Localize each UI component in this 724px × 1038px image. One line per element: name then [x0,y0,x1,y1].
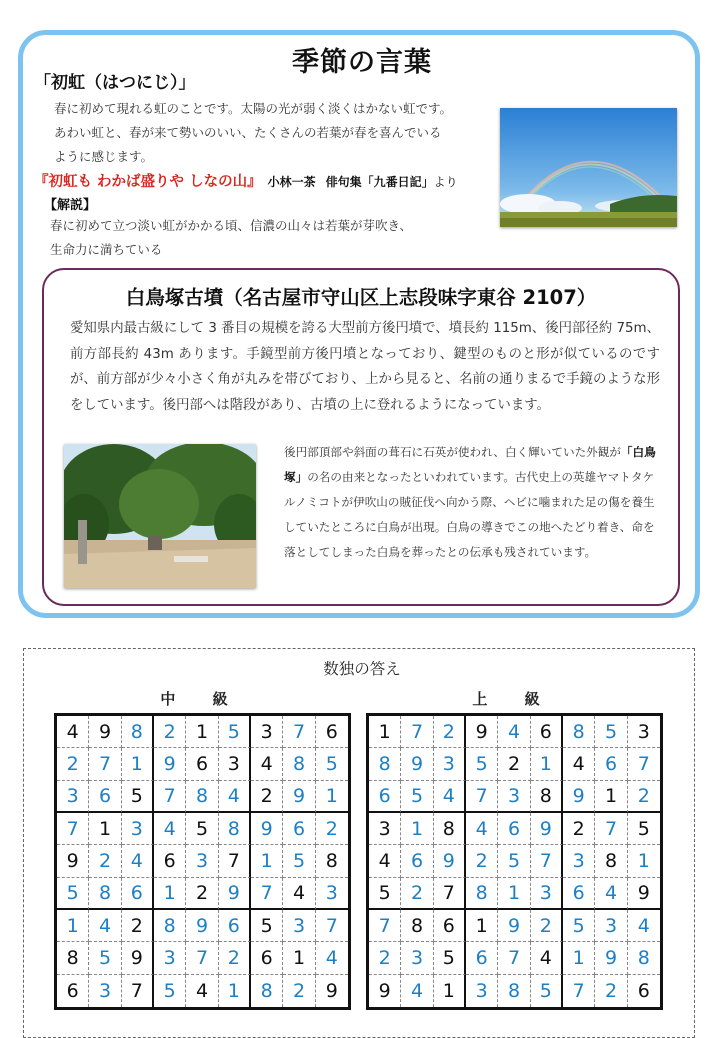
sudoku-cell: 7 [498,942,530,974]
sudoku-cell: 3 [122,813,154,845]
sudoku-cell: 1 [283,942,315,974]
sudoku-cell: 7 [595,813,627,845]
sudoku-cell: 7 [466,781,498,813]
kofun-description: 愛知県内最古級にして 3 番目の規模を誇る大型前方後円墳で、墳長約 115m、後円部径約 75m、前方部長約 43m あります。手鏡型前方後円墳となっており、鍵型のものと形が似ているのですが、前方部が少々小さく角が丸みを帯びており、上から見ると、名前の通りまるで手鏡のような形をしています。後円部へは階段があり、古墳の上に登れるようになっています。 [70,321,660,413]
sudoku-cell: 7 [154,781,186,813]
kaisetsu-line: 生命力に満ちている [50,242,163,257]
sudoku-cell: 5 [498,845,530,877]
sudoku-cell: 6 [89,781,121,813]
sudoku-cell: 8 [369,748,401,780]
kaisetsu-text [50,214,490,262]
sudoku-cell: 6 [563,878,595,910]
sudoku-cell: 4 [401,975,433,1007]
sudoku-cell: 3 [154,942,186,974]
sudoku-cell: 7 [316,910,348,942]
sudoku-cell: 9 [563,781,595,813]
rainbow-landscape-image [500,108,677,227]
sudoku-cell: 1 [89,813,121,845]
sudoku-cell: 5 [89,942,121,974]
sudoku-cell: 3 [251,716,283,748]
sudoku-cell: 7 [219,845,251,877]
sudoku-cell: 3 [531,878,563,910]
sudoku-cell: 5 [401,781,433,813]
sudoku-cell: 6 [154,845,186,877]
sudoku-cell: 2 [154,716,186,748]
sudoku-cell: 9 [186,910,218,942]
sudoku-cell: 6 [531,716,563,748]
sudoku-cell: 4 [369,845,401,877]
sudoku-cell: 4 [186,975,218,1007]
sudoku-cell: 9 [434,845,466,877]
sudoku-cell: 4 [283,878,315,910]
sudoku-cell: 1 [434,975,466,1007]
sudoku-cell: 5 [466,748,498,780]
kofun-legend-text [284,440,664,565]
sudoku-cell: 4 [89,910,121,942]
sudoku-cell: 9 [154,748,186,780]
sudoku-cell: 2 [251,781,283,813]
sudoku-cell: 2 [316,813,348,845]
sudoku-cell: 7 [122,975,154,1007]
kofun-legend-part: の名の由来となったといわれています。古代史上の英雄ヤマトタケルノミコトが伊吹山の賊征伐へ向かう際、ヘビに噛まれた足の傷を養生していたところに白鳥が出現。白鳥の導きでこの地へたどり着き、命を落としてしまった白鳥を葬ったとの伝承も残されています。 [284,470,655,559]
kaisetsu-line: 春に初めて立つ淡い虹がかかる頃、信濃の山々は若葉が芽吹き、 [50,218,413,233]
sudoku-cell: 9 [251,813,283,845]
kofun-trees-image [64,444,256,588]
sudoku-cell: 1 [316,781,348,813]
sudoku-cell: 1 [563,942,595,974]
intermediate-label: 中 級 [160,690,244,708]
sudoku-cell: 7 [434,878,466,910]
sudoku-cell: 1 [466,910,498,942]
sudoku-cell: 3 [89,975,121,1007]
sudoku-cell: 5 [369,878,401,910]
sudoku-cell: 8 [251,975,283,1007]
sudoku-cell: 1 [251,845,283,877]
sudoku-cell: 1 [369,716,401,748]
sudoku-cell: 8 [531,781,563,813]
sudoku-cell: 5 [154,975,186,1007]
sudoku-cell: 2 [186,878,218,910]
sudoku-cell: 2 [434,716,466,748]
sudoku-cell: 8 [466,878,498,910]
sudoku-cell: 6 [316,716,348,748]
sudoku-cell: 8 [628,942,660,974]
sudoku-cell: 1 [628,845,660,877]
sudoku-cell: 7 [57,813,89,845]
sudoku-cell: 2 [122,910,154,942]
sudoku-cell: 2 [219,942,251,974]
sudoku-cell: 5 [57,878,89,910]
sudoku-answers-title: 数独の答え [323,660,401,678]
sudoku-grid-intermediate [54,713,351,1010]
sudoku-cell: 4 [466,813,498,845]
sudoku-cell: 9 [595,942,627,974]
sudoku-cell: 6 [434,910,466,942]
sudoku-cell: 4 [122,845,154,877]
sudoku-cell: 2 [283,975,315,1007]
sudoku-cell: 9 [369,975,401,1007]
sudoku-cell: 6 [122,878,154,910]
sudoku-cell: 5 [595,716,627,748]
sudoku-cell: 6 [186,748,218,780]
sudoku-cell: 6 [595,748,627,780]
sudoku-cell: 2 [57,748,89,780]
sudoku-cell: 6 [498,813,530,845]
kofun-legend-part: 後円部頂部や斜面の葺石に石英が使われ、白く輝いていた外観が [284,445,621,459]
sudoku-cell: 1 [219,975,251,1007]
sudoku-cell: 3 [628,716,660,748]
sudoku-cell: 3 [316,878,348,910]
description-line: 春に初めて現れる虹のことです。太陽の光が弱く淡くはかない虹です。 [54,101,453,116]
sudoku-cell: 6 [219,910,251,942]
sudoku-cell: 4 [595,878,627,910]
sudoku-cell: 9 [122,942,154,974]
sudoku-cell: 5 [434,942,466,974]
sudoku-cell: 4 [434,781,466,813]
sudoku-cell: 7 [563,975,595,1007]
sudoku-cell: 8 [219,813,251,845]
sudoku-cell: 1 [595,781,627,813]
sudoku-cell: 1 [531,748,563,780]
haiku-collection: 俳句集「九番日記」 [325,175,434,189]
sudoku-cell: 8 [401,910,433,942]
sudoku-cell: 9 [89,716,121,748]
sudoku-cell: 9 [219,878,251,910]
sudoku-cell: 8 [186,781,218,813]
sudoku-cell: 4 [57,716,89,748]
sudoku-cell: 1 [498,878,530,910]
sudoku-cell: 9 [531,813,563,845]
sudoku-cell: 4 [498,716,530,748]
sudoku-cell: 2 [595,975,627,1007]
haiku-author: 小林一茶 [267,175,316,189]
sudoku-cell: 8 [595,845,627,877]
sudoku-cell: 5 [251,910,283,942]
sudoku-cell: 7 [531,845,563,877]
sudoku-cell: 8 [434,813,466,845]
kofun-photo [64,444,256,588]
sudoku-cell: 7 [369,910,401,942]
sudoku-cell: 9 [283,781,315,813]
page-title: 季節の言葉 [292,47,432,78]
sudoku-cell: 9 [401,748,433,780]
sudoku-cell: 8 [122,716,154,748]
sudoku-cell: 6 [283,813,315,845]
sudoku-cell: 4 [251,748,283,780]
sudoku-cell: 5 [531,975,563,1007]
sudoku-cell: 7 [186,942,218,974]
sudoku-cell: 4 [219,781,251,813]
sudoku-cell: 7 [283,716,315,748]
sudoku-cell: 8 [283,748,315,780]
sudoku-cell: 8 [57,942,89,974]
sudoku-cell: 6 [57,975,89,1007]
sudoku-cell: 3 [401,942,433,974]
sudoku-cell: 7 [89,748,121,780]
season-description [54,97,494,169]
haiku-suffix: より [433,175,458,189]
sudoku-cell: 7 [401,716,433,748]
season-word-heading: 「初虹（はつにじ）」 [34,73,196,93]
sudoku-cell: 5 [563,910,595,942]
sudoku-cell: 8 [89,878,121,910]
sudoku-cell: 1 [186,716,218,748]
sudoku-cell: 3 [434,748,466,780]
sudoku-cell: 9 [466,716,498,748]
sudoku-cell: 1 [122,748,154,780]
sudoku-cell: 9 [325,979,338,1002]
sudoku-cell: 7 [628,748,660,780]
sudoku-cell: 2 [401,878,433,910]
hakuchozuka-name: 「白鳥塚」 [284,445,656,484]
advanced-label: 上 級 [472,690,556,708]
sudoku-cell: 4 [316,942,348,974]
sudoku-cell: 6 [466,942,498,974]
sudoku-cell: 8 [154,910,186,942]
sudoku-cell: 4 [154,813,186,845]
sudoku-cell: 6 [251,942,283,974]
description-line: ように感じます。 [54,149,154,164]
sudoku-cell: 6 [369,781,401,813]
sudoku-cell: 6 [637,979,650,1002]
sudoku-cell: 9 [628,878,660,910]
sudoku-cell: 3 [369,813,401,845]
sudoku-cell: 2 [89,845,121,877]
haiku-text: 『初虹も わかば盛りや しなの山』 [34,174,262,190]
sudoku-cell: 8 [498,975,530,1007]
sudoku-cell: 1 [401,813,433,845]
sudoku-cell: 3 [595,910,627,942]
haiku-line [34,170,458,191]
sudoku-cell: 5 [628,813,660,845]
sudoku-cell: 4 [531,942,563,974]
rainbow-photo [500,108,677,227]
sudoku-grid-advanced [366,713,663,1010]
sudoku-cell: 5 [122,781,154,813]
sudoku-cell: 2 [466,845,498,877]
description-line: あわい虹と、春が来て勢いのいい、たくさんの若葉が春を喜んでいる [54,125,442,140]
kaisetsu-label: 【解説】 [44,198,97,213]
sudoku-cell: 2 [531,910,563,942]
sudoku-cell: 1 [57,910,89,942]
sudoku-cell: 5 [316,748,348,780]
sudoku-cell: 5 [219,716,251,748]
sudoku-cell: 3 [498,781,530,813]
sudoku-cell: 5 [186,813,218,845]
sudoku-cell: 2 [628,781,660,813]
sudoku-cell: 2 [369,942,401,974]
sudoku-cell: 3 [563,845,595,877]
sudoku-cell: 8 [316,845,348,877]
sudoku-cell: 3 [186,845,218,877]
sudoku-cell: 4 [563,748,595,780]
sudoku-cell: 5 [283,845,315,877]
sudoku-cell: 6 [401,845,433,877]
kofun-title: 白鳥塚古墳（名古屋市守山区上志段味字東谷 2107） [125,286,597,309]
sudoku-cell: 3 [219,748,251,780]
sudoku-cell: 3 [466,975,498,1007]
sudoku-cell: 2 [498,748,530,780]
sudoku-cell: 9 [57,845,89,877]
sudoku-cell: 9 [498,910,530,942]
sudoku-cell: 4 [628,910,660,942]
sudoku-cell: 2 [563,813,595,845]
sudoku-cell: 1 [154,878,186,910]
sudoku-cell: 7 [251,878,283,910]
sudoku-cell: 3 [57,781,89,813]
sudoku-cell: 8 [563,716,595,748]
sudoku-cell: 3 [283,910,315,942]
